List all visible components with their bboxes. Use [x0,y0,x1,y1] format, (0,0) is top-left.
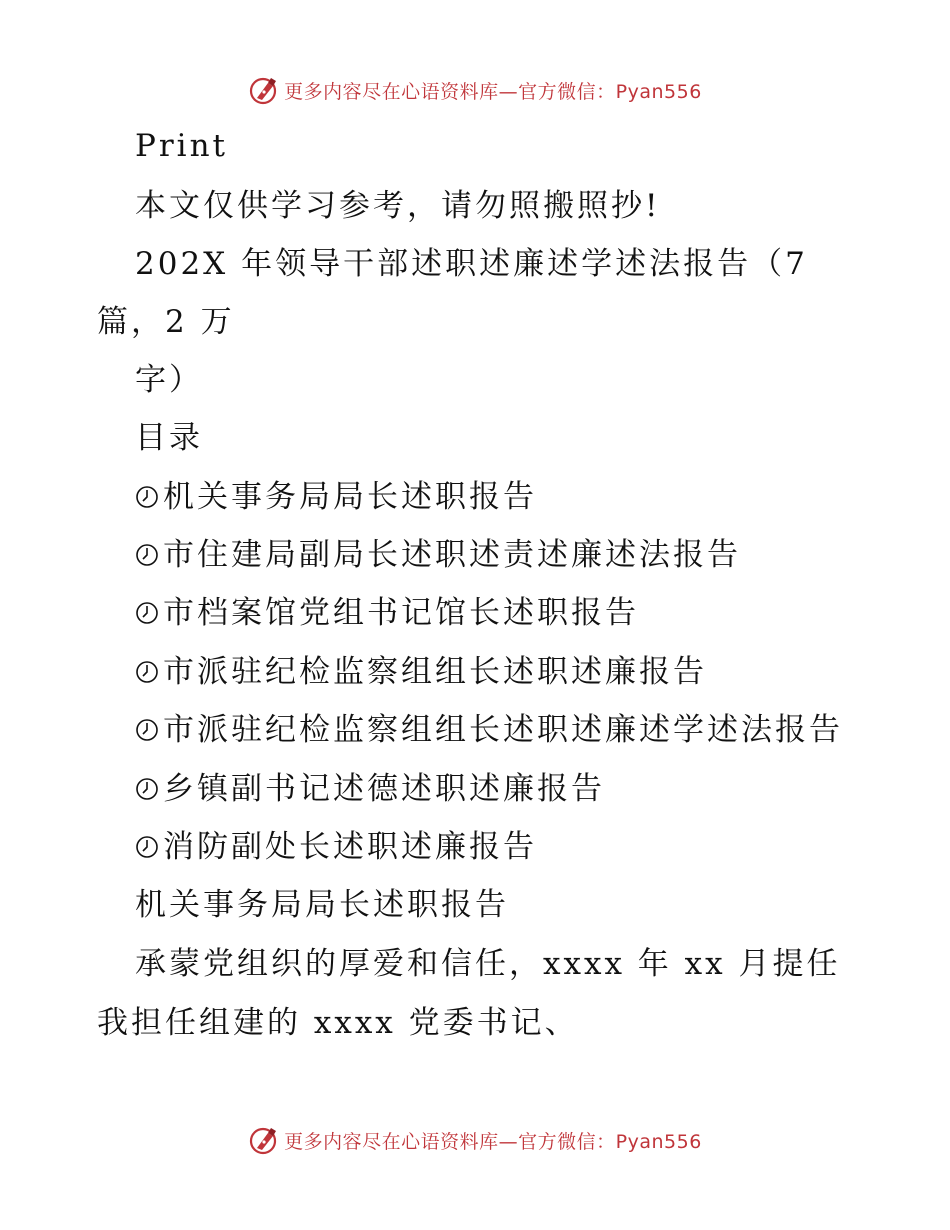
clock-icon [135,777,159,801]
pen-nib-logo-icon [248,74,280,106]
clock-icon [135,543,159,567]
toc-item[interactable] [135,652,707,692]
watermark-text: 更多内容尽在心语资料库—官方微信：Pyan556 [284,1130,702,1153]
toc-item[interactable] [135,710,843,750]
notice-text: 本文仅供学习参考，请勿照搬照抄! [135,188,661,224]
document-title-line-2: 篇，2 万 [97,304,235,340]
clock-icon [135,660,159,684]
clock-icon [135,601,159,625]
toc-item[interactable] [135,593,639,633]
toc-item-label: 市派驻纪检监察组组长述职述廉述学述法报告 [163,712,843,748]
toc-item-label: 市派驻纪检监察组组长述职述廉报告 [163,654,707,690]
section-title: 机关事务局局长述职报告 [135,887,509,923]
toc-item-label: 乡镇副书记述德述职述廉报告 [163,771,605,807]
body-paragraph-line-1: 承蒙党组织的厚爱和信任，xxxx 年 xx 月提任 [135,946,841,982]
header-watermark-banner [0,70,950,110]
toc-item-label: 市档案馆党组书记馆长述职报告 [163,595,639,631]
clock-icon [135,718,159,742]
clock-icon [135,835,159,859]
toc-heading: 目录 [135,420,203,456]
toc-item[interactable] [135,535,741,575]
toc-item[interactable] [135,769,605,809]
toc-item-label: 市住建局副局长述职述责述廉述法报告 [163,537,741,573]
toc-item[interactable] [135,827,537,867]
document-title-line-1: 202X 年领导干部述职述廉述学述法报告（7 [135,246,808,282]
document-title-line-3: 字） [135,362,203,398]
pen-nib-logo-icon [248,1124,280,1156]
body-paragraph-line-2: 我担任组建的 xxxx 党委书记、 [97,1005,579,1041]
footer-watermark-banner [0,1120,950,1160]
toc-item[interactable] [135,477,537,517]
watermark-text: 更多内容尽在心语资料库—官方微信：Pyan556 [284,80,702,103]
toc-item-label: 机关事务局局长述职报告 [163,479,537,515]
print-label: Print [135,128,229,164]
toc-item-label: 消防副处长述职述廉报告 [163,829,537,865]
clock-icon [135,485,159,509]
